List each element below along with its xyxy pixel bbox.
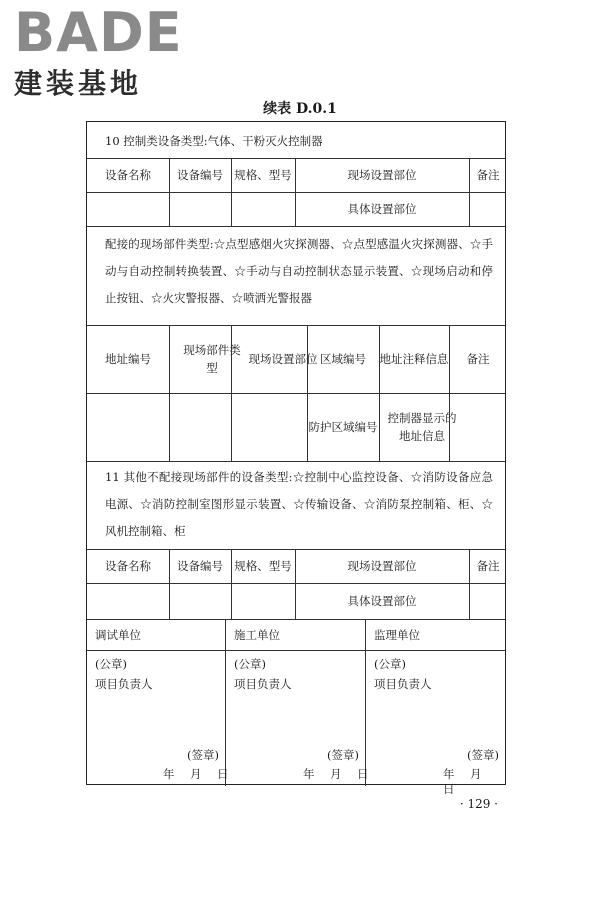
grid-line bbox=[231, 325, 232, 461]
divider bbox=[87, 226, 505, 227]
page-number: · 129 · bbox=[459, 797, 498, 811]
s10-col-device-name: 设备名称 bbox=[105, 168, 151, 182]
construction-date: 年 月 日 bbox=[303, 767, 371, 781]
paired-sub-address: 控制器显示的地址信息 bbox=[387, 411, 457, 443]
supervision-sign: (签章) bbox=[467, 748, 499, 762]
grid-line bbox=[469, 158, 470, 226]
debug-date: 年 月 日 bbox=[163, 767, 231, 781]
supervision-unit-label: 监理单位 bbox=[374, 628, 420, 642]
supervision-seal: (公章) bbox=[374, 657, 406, 671]
grid-line bbox=[449, 325, 450, 461]
table-title: 续表 D.0.1 bbox=[263, 101, 337, 117]
section11-text: 11 其他不配接现场部件的设备类型:☆控制中心监控设备、☆消防设备应急电源、☆消防控制室图形显示装置、☆传输设备、☆消防泵控制箱、柜、☆风机控制箱、柜 bbox=[105, 470, 493, 538]
paired-col-component-type: 现场部件类型 bbox=[183, 343, 241, 375]
grid-line bbox=[307, 325, 308, 461]
divider bbox=[87, 650, 505, 651]
brand-logo bbox=[14, 1, 183, 102]
grid-line bbox=[379, 325, 380, 461]
s11-col-location: 现场设置部位 bbox=[347, 559, 417, 573]
grid-line bbox=[231, 549, 232, 619]
grid-line bbox=[169, 158, 170, 226]
s10-col-location: 现场设置部位 bbox=[347, 168, 417, 182]
s11-sub-location: 具体设置部位 bbox=[347, 594, 417, 608]
construction-seal: (公章) bbox=[234, 657, 266, 671]
construction-person: 项目负责人 bbox=[234, 677, 292, 691]
paired-col-address-id: 地址编号 bbox=[105, 352, 151, 366]
debug-unit-label: 调试单位 bbox=[95, 628, 141, 642]
construction-sign: (签章) bbox=[327, 748, 359, 762]
debug-person: 项目负责人 bbox=[95, 677, 153, 691]
grid-line bbox=[225, 619, 226, 786]
grid-line bbox=[169, 549, 170, 619]
supervision-date: 年 月 日 bbox=[443, 767, 497, 796]
grid-line bbox=[295, 158, 296, 226]
supervision-person: 项目负责人 bbox=[374, 677, 432, 691]
s11-col-remarks: 备注 bbox=[476, 559, 500, 573]
paired-col-remarks: 备注 bbox=[466, 352, 490, 366]
form-table bbox=[86, 121, 506, 796]
section10-heading: 10 控制类设备类型:气体、干粉灭火控制器 bbox=[105, 134, 323, 148]
grid-line bbox=[169, 325, 170, 461]
paired-col-zone-id: 区域编号 bbox=[320, 352, 366, 366]
s11-col-device-id: 设备编号 bbox=[177, 559, 223, 573]
grid-line bbox=[469, 549, 470, 619]
paired-col-location: 现场设置部位 bbox=[248, 352, 318, 366]
s11-col-model: 规格、型号 bbox=[234, 559, 292, 573]
s10-col-device-id: 设备编号 bbox=[177, 168, 223, 182]
paired-col-address-note: 地址注释信息 bbox=[379, 352, 449, 366]
grid-line bbox=[365, 619, 366, 786]
divider bbox=[87, 619, 505, 620]
logo-subtitle: 建装基地 bbox=[14, 67, 143, 100]
paired-sub-zone: 防护区域编号 bbox=[308, 420, 378, 434]
logo-wordmark: BADE bbox=[14, 1, 183, 64]
construction-unit-label: 施工单位 bbox=[234, 628, 280, 642]
grid-line bbox=[295, 549, 296, 619]
s10-col-model: 规格、型号 bbox=[234, 168, 292, 182]
s10-col-remarks: 备注 bbox=[476, 168, 500, 182]
grid-line bbox=[231, 158, 232, 226]
paired-components-text: 配接的现场部件类型:☆点型感烟火灾探测器、☆点型感温火灾探测器、☆手动与自动控制转换装置、☆手动与自动控制状态显示装置、☆现场启动和停止按钮、☆火灾警报器、☆喷洒光警报器 bbox=[105, 237, 493, 305]
debug-sign: (签章) bbox=[187, 748, 219, 762]
debug-seal: (公章) bbox=[95, 657, 127, 671]
s11-col-device-name: 设备名称 bbox=[105, 559, 151, 573]
divider bbox=[87, 461, 505, 462]
s10-sub-location: 具体设置部位 bbox=[347, 202, 417, 216]
